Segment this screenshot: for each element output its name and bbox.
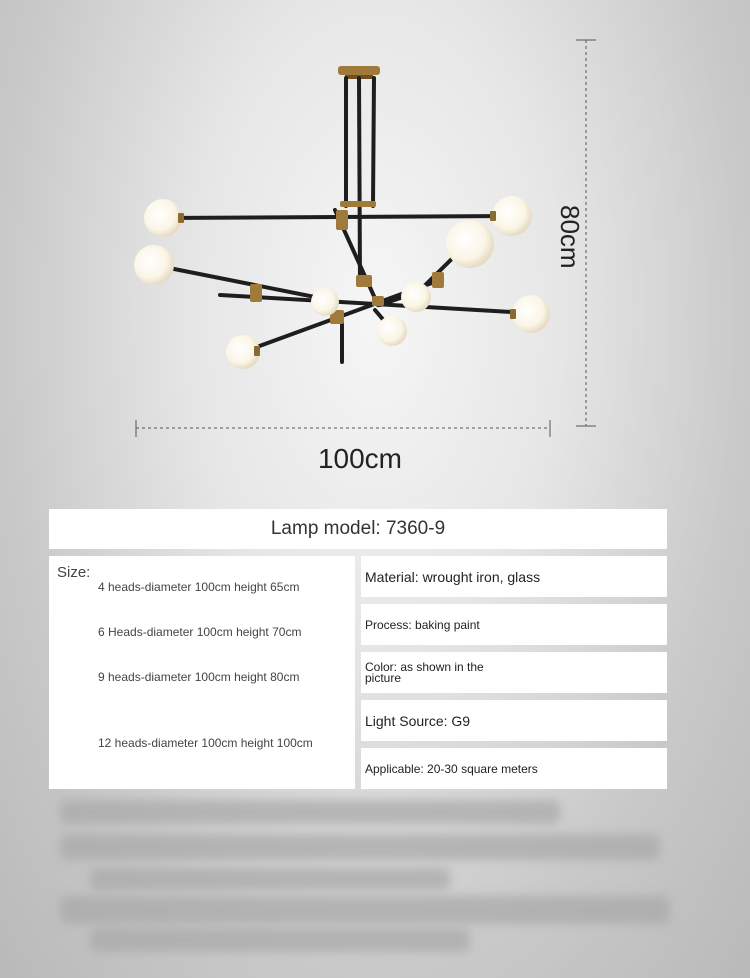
size-title: Size: bbox=[57, 564, 91, 581]
blurred-footer-text bbox=[0, 790, 750, 978]
size-option-9-heads: 9 heads-diameter 100cm height 80cm bbox=[98, 670, 300, 684]
light-source-spec bbox=[361, 700, 667, 741]
size-panel bbox=[49, 556, 355, 789]
size-option-6-heads: 6 Heads-diameter 100cm height 70cm bbox=[98, 625, 302, 639]
lamp-model-title: Lamp model: 7360-9 bbox=[49, 509, 667, 549]
material-spec bbox=[361, 556, 667, 597]
process-spec bbox=[361, 604, 667, 645]
process-text: Process: baking paint bbox=[365, 617, 480, 632]
width-dimension-label: 100cm bbox=[317, 443, 403, 474]
size-option-12-heads: 12 heads-diameter 100cm height 100cm bbox=[98, 736, 313, 750]
applicable-text: Applicable: 20-30 square meters bbox=[365, 761, 538, 776]
width-dimension-line bbox=[136, 420, 550, 437]
light-source-text: Light Source: G9 bbox=[365, 712, 471, 729]
color-text: Color: as shown in the picture bbox=[365, 659, 484, 685]
applicable-spec bbox=[361, 748, 667, 789]
height-dimension-label: 80cm bbox=[555, 205, 585, 269]
material-text: Material: wrought iron, glass bbox=[365, 568, 541, 585]
color-spec bbox=[361, 652, 667, 693]
size-option-4-heads: 4 heads-diameter 100cm height 65cm bbox=[98, 580, 300, 594]
hanging-rods bbox=[346, 78, 374, 285]
